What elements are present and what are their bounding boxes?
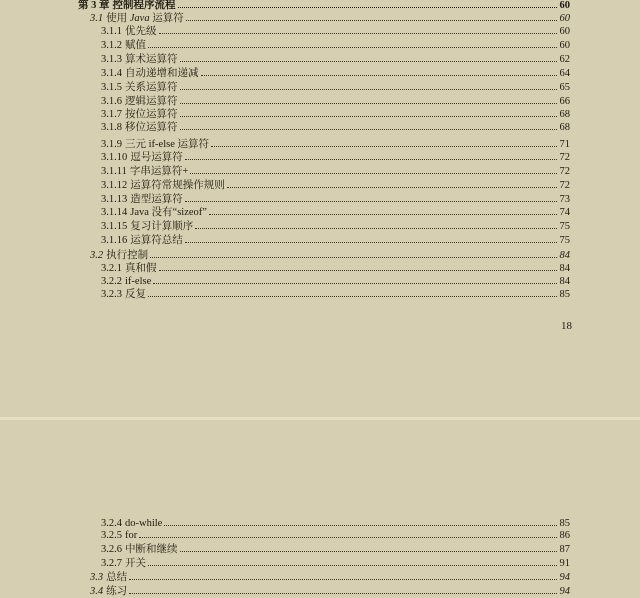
toc-entry-number: 3.1.2 — [101, 40, 122, 51]
toc-entry-3-1-7[interactable] — [101, 107, 570, 120]
toc-entry-title: 逻辑运算符 — [125, 96, 178, 107]
toc-entry-title: 反复 — [125, 289, 146, 300]
toc-entry-3-1-11[interactable] — [101, 164, 570, 177]
toc-entry-number: 3.1.14 — [101, 207, 128, 218]
dot-leader — [139, 528, 557, 538]
dot-leader — [150, 248, 557, 258]
toc-entry-number: 3.2.5 — [101, 530, 122, 541]
toc-entry-page: 62 — [559, 54, 570, 65]
toc-entry-number: 3.2.3 — [101, 289, 122, 300]
dot-leader — [180, 107, 558, 117]
toc-entry-3-2-7[interactable] — [101, 556, 570, 569]
toc-entry-title: 运算符总结 — [130, 235, 183, 246]
title-part-java: Java — [129, 13, 150, 24]
dot-leader — [129, 570, 557, 580]
toc-entry-title: 造型运算符 — [130, 194, 183, 205]
toc-entry-page: 84 — [559, 263, 570, 274]
toc-entry-number: 3.1.8 — [101, 122, 122, 133]
toc-entry-3-1-1[interactable] — [101, 24, 570, 37]
toc-entry-3-2-6[interactable] — [101, 542, 570, 555]
toc-entry-page: 73 — [559, 194, 570, 205]
toc-entry-page: 68 — [559, 122, 570, 133]
dot-leader — [227, 178, 557, 188]
toc-entry-3-2-1[interactable] — [101, 261, 570, 274]
toc-entry-title: 三元 if-else 运算符 — [125, 139, 209, 150]
toc-entry-3-1-13[interactable] — [101, 192, 570, 205]
toc-entry-3-1[interactable] — [90, 11, 570, 24]
toc-entry-page: 85 — [559, 518, 570, 529]
toc-entry-3-1-6[interactable] — [101, 94, 570, 107]
toc-entry-3-1-2[interactable] — [101, 38, 570, 51]
dot-leader — [180, 80, 558, 90]
toc-entry-3-4[interactable] — [90, 584, 570, 597]
document-page-bottom — [0, 420, 640, 598]
toc-entry-page: 84 — [559, 250, 570, 261]
toc-entry-3-1-3[interactable] — [101, 52, 570, 65]
dot-leader — [178, 0, 558, 8]
toc-entry-page: 72 — [559, 180, 570, 191]
dot-leader — [159, 24, 558, 34]
toc-entry-number: 3.1.12 — [101, 180, 128, 191]
dot-leader — [195, 219, 557, 229]
toc-entry-title: for — [125, 530, 138, 541]
toc-entry-number: 3.1.16 — [101, 235, 128, 246]
toc-entry-page: 72 — [559, 152, 570, 163]
toc-entry-page: 68 — [559, 109, 570, 120]
toc-entry-page: 72 — [559, 166, 570, 177]
toc-entry-title: 移位运算符 — [125, 122, 178, 133]
toc-entry-3-2[interactable] — [90, 248, 570, 261]
toc-entry-number: 3.2.7 — [101, 558, 122, 569]
toc-entry-number: 3.1.10 — [101, 152, 128, 163]
dot-leader — [153, 274, 557, 284]
toc-entry-number: 3.1.6 — [101, 96, 122, 107]
toc-entry-title: do-while — [125, 518, 163, 529]
title-part: 使用 — [106, 13, 130, 24]
toc-entry-number: 3.1.1 — [101, 26, 122, 37]
toc-entry-page: 87 — [559, 544, 570, 555]
dot-leader — [148, 287, 557, 297]
dot-leader — [180, 542, 558, 552]
toc-entry-page: 86 — [559, 530, 570, 541]
toc-entry-3-1-9[interactable] — [101, 137, 570, 150]
toc-entry-title: 运算符常规操作规则 — [130, 180, 225, 191]
page-number: 18 — [561, 320, 572, 332]
toc-entry-title: Java 没有“sizeof” — [130, 207, 207, 218]
toc-entry-3-1-5[interactable] — [101, 80, 570, 93]
toc-entry-chapter-3[interactable] — [78, 0, 570, 11]
toc-entry-3-1-10[interactable] — [101, 150, 570, 163]
dot-leader — [148, 556, 557, 566]
toc-entry-number: 3.1.5 — [101, 82, 122, 93]
toc-entry-title: 自动递增和递减 — [125, 68, 199, 79]
toc-entry-title: 执行控制 — [106, 250, 149, 261]
toc-entry-title: 算术运算符 — [125, 54, 178, 65]
title-part: 运算符 — [149, 13, 184, 24]
toc-entry-3-1-12[interactable] — [101, 178, 570, 191]
toc-entry-page: 60 — [559, 40, 570, 51]
toc-entry-title: 练习 — [106, 586, 128, 597]
toc-entry-page: 64 — [559, 68, 570, 79]
toc-entry-title: 赋值 — [125, 40, 146, 51]
toc-entry-title: 按位运算符 — [125, 109, 178, 120]
toc-entry-page: 60 — [559, 13, 570, 24]
toc-entry-page: 60 — [559, 0, 570, 11]
dot-leader — [180, 120, 558, 130]
toc-entry-3-1-15[interactable] — [101, 219, 570, 232]
dot-leader — [209, 205, 557, 215]
dot-leader — [211, 137, 557, 147]
toc-entry-number: 3.4 — [90, 586, 104, 597]
dot-leader — [159, 261, 558, 271]
toc-entry-number: 3.1.15 — [101, 221, 128, 232]
toc-entry-title: 逗号运算符 — [130, 152, 183, 163]
dot-leader — [185, 233, 557, 243]
toc-entry-title: 复习计算顺序 — [130, 221, 194, 232]
dot-leader — [185, 192, 557, 202]
toc-entry-title: 字串运算符+ — [129, 166, 189, 177]
toc-entry-number: 3.2 — [90, 250, 104, 261]
toc-entry-page: 60 — [559, 26, 570, 37]
dot-leader — [186, 11, 557, 21]
toc-entry-3-1-14[interactable] — [101, 205, 570, 218]
toc-entry-3-2-5[interactable] — [101, 528, 570, 541]
toc-entry-3-2-2[interactable] — [101, 274, 570, 287]
toc-entry-number: 第 3 章 — [78, 0, 110, 11]
toc-entry-number: 3.3 — [90, 572, 104, 583]
toc-entry-page: 84 — [559, 276, 570, 287]
dot-leader — [129, 584, 557, 594]
toc-entry-number: 3.1.4 — [101, 68, 122, 79]
dot-leader — [190, 164, 557, 174]
toc-entry-page: 94 — [559, 572, 570, 583]
toc-entry-number: 3.1.11 — [101, 166, 127, 177]
toc-entry-title: 优先级 — [125, 26, 157, 37]
toc-entry-page: 75 — [559, 221, 570, 232]
toc-entry-number: 3.2.1 — [101, 263, 122, 274]
toc-entry-title: 关系运算符 — [125, 82, 178, 93]
toc-entry-title: if-else — [125, 276, 152, 287]
toc-entry-3-3[interactable] — [90, 570, 570, 583]
dot-leader — [180, 94, 558, 104]
toc-entry-title: 控制程序流程 — [112, 0, 176, 11]
toc-entry-number: 3.1.13 — [101, 194, 128, 205]
toc-entry-page: 94 — [559, 586, 570, 597]
toc-entry-title: 真和假 — [125, 263, 157, 274]
dot-leader — [180, 52, 558, 62]
toc-entry-number: 3.2.6 — [101, 544, 122, 555]
toc-entry-page: 66 — [559, 96, 570, 107]
dot-leader — [164, 516, 557, 526]
dot-leader — [201, 66, 558, 76]
toc-entry-3-1-4[interactable] — [101, 66, 570, 79]
toc-entry-page: 71 — [559, 139, 570, 150]
toc-entry-page: 65 — [559, 82, 570, 93]
toc-entry-number: 3.2.4 — [101, 518, 122, 529]
toc-entry-page: 74 — [559, 207, 570, 218]
toc-entry-3-1-8[interactable] — [101, 120, 570, 133]
toc-entry-title: 开关 — [125, 558, 146, 569]
toc-entry-title: 总结 — [106, 572, 128, 583]
toc-entry-page: 75 — [559, 235, 570, 246]
toc-entry-number: 3.1 — [90, 13, 104, 24]
toc-entry-title: 中断和继续 — [125, 544, 178, 555]
toc-entry-3-2-3[interactable] — [101, 287, 570, 300]
toc-entry-3-1-16[interactable] — [101, 233, 570, 246]
toc-entry-number: 3.1.9 — [101, 139, 122, 150]
toc-entry-number: 3.1.7 — [101, 109, 122, 120]
dot-leader — [148, 38, 557, 48]
toc-entry-number: 3.2.2 — [101, 276, 122, 287]
toc-entry-page: 91 — [559, 558, 570, 569]
toc-entry-page: 85 — [559, 289, 570, 300]
dot-leader — [185, 150, 557, 160]
toc-entry-number: 3.1.3 — [101, 54, 122, 65]
